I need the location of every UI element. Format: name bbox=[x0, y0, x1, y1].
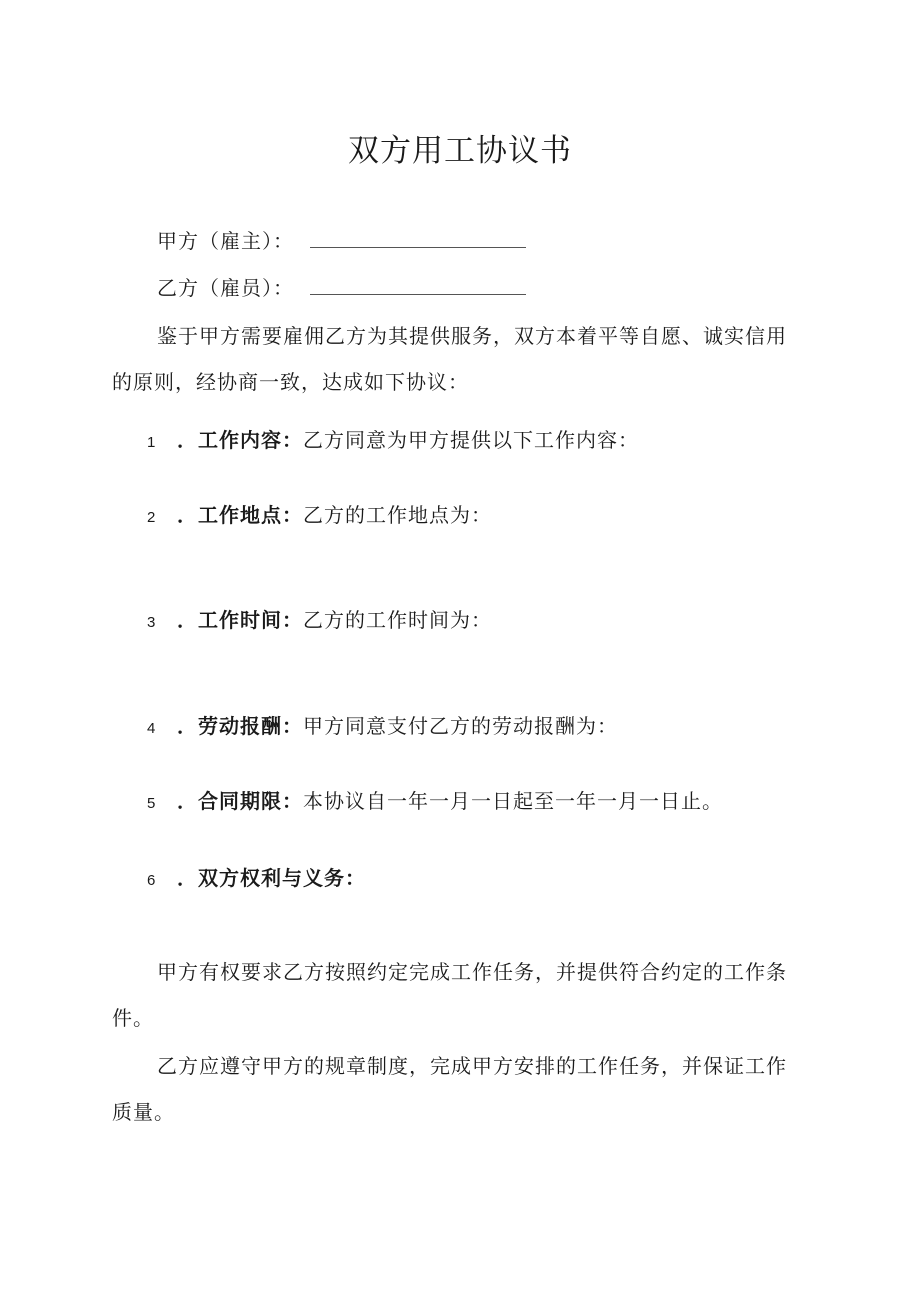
clause-body: 乙方同意为甲方提供以下工作内容： bbox=[303, 428, 639, 452]
party-b-line bbox=[157, 272, 526, 303]
intro-line-2: 的原则，经协商一致，达成如下协议： bbox=[112, 370, 469, 394]
clause-6 bbox=[147, 863, 366, 896]
clause-body: 本协议自一年一月一日起至一年一月一日止。 bbox=[303, 789, 723, 813]
clause-heading: ．工作时间： bbox=[177, 608, 303, 632]
clause-number: 5 bbox=[147, 795, 157, 812]
rights-b-line-2: 质量。 bbox=[112, 1100, 175, 1124]
party-a-line bbox=[157, 225, 526, 256]
clause-number: 2 bbox=[147, 509, 157, 526]
party-a-blank[interactable] bbox=[310, 225, 526, 248]
clause-number: 6 bbox=[147, 872, 157, 889]
clause-heading: ．工作地点： bbox=[177, 503, 303, 527]
party-b-blank[interactable] bbox=[310, 272, 526, 295]
clause-body: 乙方的工作地点为： bbox=[303, 503, 492, 527]
clause-body: 乙方的工作时间为： bbox=[303, 608, 492, 632]
rights-a-line-2: 件。 bbox=[112, 1006, 154, 1030]
clause-5 bbox=[147, 786, 723, 819]
clause-3 bbox=[147, 605, 492, 638]
clause-heading: ．合同期限： bbox=[177, 789, 303, 813]
intro-line-1: 鉴于甲方需要雇佣乙方为其提供服务，双方本着平等自愿、诚实信用 bbox=[157, 324, 787, 348]
clause-number: 1 bbox=[147, 434, 157, 451]
clause-number: 4 bbox=[147, 720, 157, 737]
document-title: 双方用工协议书 bbox=[348, 133, 572, 169]
rights-a-line-1: 甲方有权要求乙方按照约定完成工作任务，并提供符合约定的工作条 bbox=[157, 960, 787, 984]
rights-b-line-1: 乙方应遵守甲方的规章制度，完成甲方安排的工作任务，并保证工作 bbox=[157, 1054, 787, 1078]
party-a-label: 甲方（雇主）： bbox=[157, 229, 294, 253]
party-b-label: 乙方（雇员）： bbox=[157, 276, 294, 300]
clause-2 bbox=[147, 500, 492, 533]
clause-1 bbox=[147, 425, 639, 458]
clause-number: 3 bbox=[147, 614, 157, 631]
clause-heading: ．劳动报酬： bbox=[177, 714, 303, 738]
clause-heading: ．双方权利与义务： bbox=[177, 866, 366, 890]
clause-body: 甲方同意支付乙方的劳动报酬为： bbox=[303, 714, 618, 738]
clause-4 bbox=[147, 711, 618, 744]
clause-heading: ．工作内容： bbox=[177, 428, 303, 452]
